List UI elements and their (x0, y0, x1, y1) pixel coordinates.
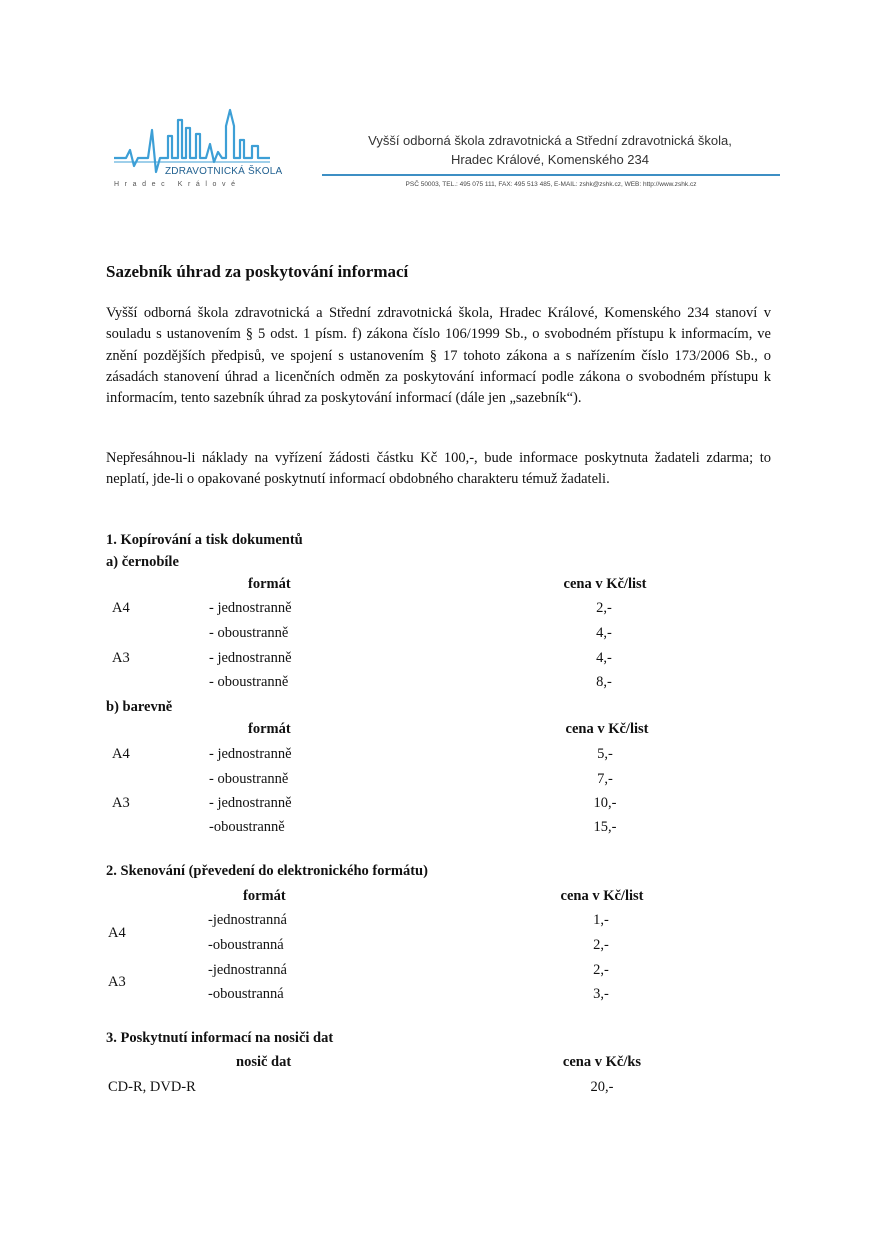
row-size: A4 (112, 746, 130, 762)
row-price: 15,- (593, 819, 617, 835)
row-side: - oboustranně (209, 625, 289, 641)
column-header-format: formát (248, 576, 291, 592)
row-price: 5,- (597, 746, 613, 762)
intro-paragraph: Vyšší odborná škola zdravotnická a Střední zdravotnická škola, Hradec Králové, Komenského 234 stanoví v souladu s ustanovením § 5 odst. 1 písm. f) zákona číslo 106/1999 Sb., o svobodném přístupu k informacím, ve znění pozdějších předpisů, ve spojení s ustanovením § 17 tohoto zákona a s nařízením číslo 173/2006 Sb., o zásadách stanovení úhrad a licenčních odměn za poskytování informací podle zákona o svobodném přístupu k informacím, tento sazebník úhrad za poskytování informací (dále jen „sazebník“). (106, 305, 771, 407)
row-side: -jednostranná (208, 912, 287, 928)
row-price: 8,- (596, 674, 612, 690)
header-divider (322, 174, 780, 176)
section-copy-heading: 1. Kopírování a tisk dokumentů (106, 532, 303, 548)
free-of-charge-paragraph: Nepřesáhnou-li náklady na vyřízení žádosti částku Kč 100,-, bude informace poskytnuta žadateli zdarma; to neplatí, jde-li o opakované poskytnutí informací obdobného charakteru témuž žadateli. (106, 450, 771, 488)
row-side: - jednostranně (209, 650, 292, 666)
row-size: A4 (108, 925, 126, 941)
row-price: 2,- (596, 600, 612, 616)
row-side: - jednostranně (209, 746, 292, 762)
column-header-format: formát (248, 721, 291, 737)
row-side: - jednostranně (209, 600, 292, 616)
row-side: - oboustranně (209, 771, 289, 787)
section-scan-heading: 2. Skenování (převedení do elektronického formátu) (106, 863, 428, 879)
row-price: 3,- (593, 986, 609, 1002)
row-side: -oboustranná (208, 986, 284, 1002)
row-side: -jednostranná (208, 962, 287, 978)
row-price: 20,- (590, 1079, 614, 1095)
row-price: 4,- (596, 650, 612, 666)
column-header-price: cena v Kč/ks (562, 1054, 642, 1070)
row-price: 1,- (593, 912, 609, 928)
logo-city: Hradec Králové (114, 181, 241, 188)
row-price: 2,- (593, 962, 609, 978)
column-header-format: formát (243, 888, 286, 904)
subsection-color-label: b) barevně (106, 699, 173, 715)
school-name: Vyšší odborná škola zdravotnická a Střední zdravotnická škola, (368, 133, 732, 148)
row-price: 4,- (596, 625, 612, 641)
column-header-price: cena v Kč/list (565, 721, 649, 737)
column-header-medium: nosič dat (236, 1054, 292, 1070)
section-media-heading: 3. Poskytnutí informací na nosiči dat (106, 1030, 334, 1046)
row-size: A3 (112, 795, 130, 811)
row-side: -oboustranná (208, 937, 284, 953)
school-contact: PSČ 50003, TEL.: 495 075 111, FAX: 495 513 485, E-MAIL: zshk@zshk.cz, WEB: http://www.zshk.cz (405, 181, 697, 188)
row-size: A4 (112, 600, 130, 616)
row-medium: CD-R, DVD-R (108, 1079, 196, 1095)
heartbeat-skyline-icon (112, 100, 272, 192)
row-price: 10,- (593, 795, 617, 811)
row-side: - jednostranně (209, 795, 292, 811)
school-address: Hradec Králové, Komenského 234 (450, 152, 649, 167)
row-price: 7,- (597, 771, 613, 787)
column-header-price: cena v Kč/list (563, 576, 647, 592)
logo-text: ZDRAVOTNICKÁ ŠKOLA (165, 166, 283, 177)
column-header-price: cena v Kč/list (560, 888, 644, 904)
row-size: A3 (108, 974, 126, 990)
row-side: -oboustranně (209, 819, 285, 835)
subsection-bw-label: a) černobíle (106, 554, 179, 570)
row-size: A3 (112, 650, 130, 666)
row-price: 2,- (593, 937, 609, 953)
document-title: Sazebník úhrad za poskytování informací (106, 262, 409, 281)
row-side: - oboustranně (209, 674, 289, 690)
